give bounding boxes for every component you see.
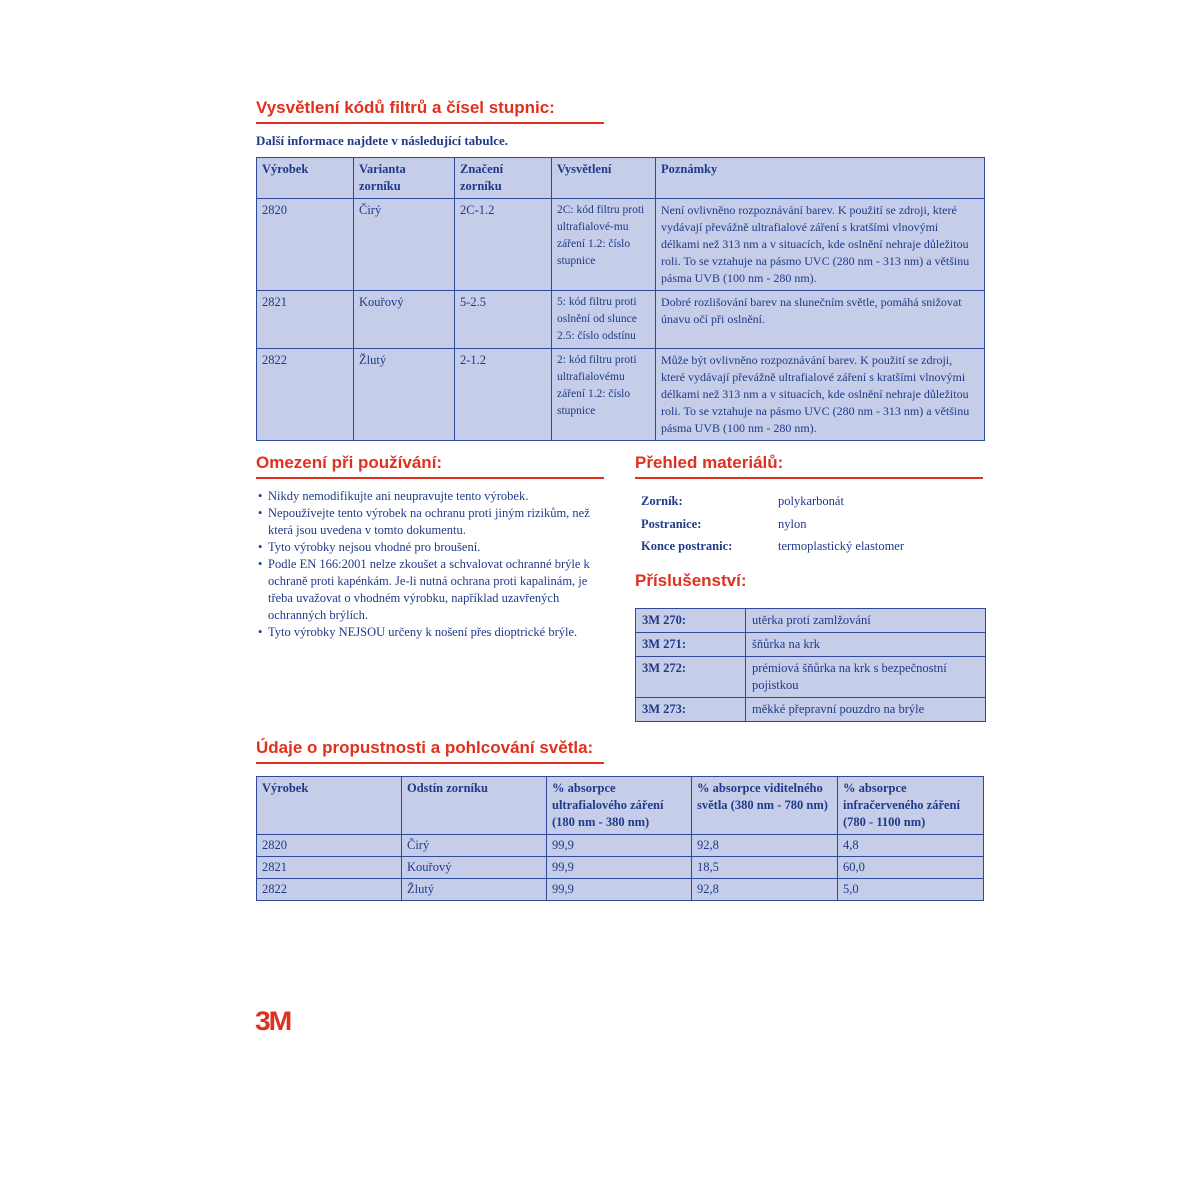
column-header: Vysvětlení <box>552 158 656 199</box>
material-value: termoplastický elastomer <box>778 539 905 553</box>
product-cell: 2820 <box>257 199 354 291</box>
material-key: Zorník: <box>641 494 683 508</box>
product-cell: 2822 <box>257 879 402 901</box>
table-row <box>636 657 986 698</box>
explanation-cell: 5: kód filtru proti oslnění od slunce 2.5: číslo odstínu <box>552 291 656 349</box>
3m-logo: 3M <box>255 1006 291 1036</box>
ir-cell: 60,0 <box>838 857 984 879</box>
accessories-heading: Příslušenství: <box>635 571 747 590</box>
filter-codes-heading: Vysvětlení kódů filtrů a čísel stupnic: <box>256 98 604 124</box>
tint-cell: Žlutý <box>402 879 547 901</box>
column-header: % absorpce viditelného světla (380 nm - 780 nm) <box>692 777 838 835</box>
notes-cell: Může být ovlivněno rozpoznávání barev. K použití se zdroji, které vydávají převážně ultrafialové záření s kratšími vlnovými délkami než 313 nm a v situacích, kde oslnění nehraje důležitou roli. To se vztahuje na pásmo UVC (280 nm - 313 nm) a většinu pásma UVB (100 nm - 280 nm). <box>656 349 985 441</box>
table-row <box>257 835 984 857</box>
list-item: • Podle EN 166:2001 nelze zkoušet a schvalovat ochranné brýle k ochraně proti kapénkám. Je-li nutná ochrana proti kapalinám, je třeba uvažovat o vhodném výrobku, například uzavřených ochranných brýlích. <box>256 556 606 624</box>
accessory-code: 3M 272: <box>636 657 746 698</box>
limits-heading: Omezení při používání: <box>256 453 604 479</box>
product-cell: 2821 <box>257 857 402 879</box>
column-header: Odstín zorníku <box>402 777 547 835</box>
column-header: Výrobek <box>257 777 402 835</box>
column-header: Značení zorníku <box>455 158 552 199</box>
list-item: • Tyto výrobky NEJSOU určeny k nošení přes dioptrické brýle. <box>256 624 606 641</box>
column-header: % absorpce ultrafialového záření (180 nm - 380 nm) <box>547 777 692 835</box>
accessory-description: utěrka proti zamlžování <box>746 609 986 633</box>
table-row <box>636 633 986 657</box>
list-item: • Tyto výrobky nejsou vhodné pro broušení. <box>256 539 606 556</box>
filter-codes-table <box>256 157 985 441</box>
product-cell: 2822 <box>257 349 354 441</box>
explanation-cell: 2: kód filtru proti ultrafialovému záření 1.2: číslo stupnice <box>552 349 656 441</box>
notes-cell: Není ovlivněno rozpoznávání barev. K použití se zdroji, které vydávají převážně ultrafialové záření s kratšími vlnovými délkami než 313 nm a v situacích, kde oslnění nehraje důležitou roli. To se vztahuje na pásmo UVC (280 nm - 313 nm) a většinu pásma UVB (100 nm - 280 nm). <box>656 199 985 291</box>
table-row <box>257 349 985 441</box>
accessory-description: prémiová šňůrka na krk s bezpečnostní pojistkou <box>746 657 986 698</box>
notes-cell: Dobré rozlišování barev na slunečním světle, pomáhá snižovat únavu očí při oslnění. <box>656 291 985 349</box>
table-row <box>636 609 986 633</box>
column-header: % absorpce infračerveného záření (780 - 1100 nm) <box>838 777 984 835</box>
product-cell: 2821 <box>257 291 354 349</box>
marking-cell: 5-2.5 <box>455 291 552 349</box>
accessory-code: 3M 273: <box>636 698 746 722</box>
material-value: nylon <box>778 516 807 531</box>
visible-cell: 92,8 <box>692 879 838 901</box>
variant-cell: Žlutý <box>354 349 455 441</box>
marking-cell: 2-1.2 <box>455 349 552 441</box>
visible-cell: 18,5 <box>692 857 838 879</box>
marking-cell: 2C-1.2 <box>455 199 552 291</box>
product-cell: 2820 <box>257 835 402 857</box>
accessory-code: 3M 270: <box>636 609 746 633</box>
tint-cell: Čirý <box>402 835 547 857</box>
table-row <box>257 879 984 901</box>
variant-cell: Čirý <box>354 199 455 291</box>
column-header: Výrobek <box>257 158 354 199</box>
table-row <box>636 698 986 722</box>
materials-heading: Přehled materiálů: <box>635 453 983 479</box>
limits-list <box>256 488 606 641</box>
ir-cell: 4,8 <box>838 835 984 857</box>
material-key: Konce postranic: <box>641 539 733 553</box>
material-key: Postranice: <box>641 516 702 531</box>
filter-codes-subtitle: Další informace najdete v následující tabulce. <box>256 133 509 148</box>
material-value: polykarbonát <box>778 494 844 508</box>
uv-cell: 99,9 <box>547 857 692 879</box>
uv-cell: 99,9 <box>547 835 692 857</box>
table-row <box>257 199 985 291</box>
list-item: • Nikdy nemodifikujte ani neupravujte tento výrobek. <box>256 488 606 505</box>
uv-cell: 99,9 <box>547 879 692 901</box>
accessories-table <box>635 608 986 722</box>
variant-cell: Kouřový <box>354 291 455 349</box>
transmission-heading: Údaje o propustnosti a pohlcování světla: <box>256 738 604 764</box>
ir-cell: 5,0 <box>838 879 984 901</box>
list-item: • Nepoužívejte tento výrobek na ochranu proti jiným rizikům, než která jsou uvedena v tomto dokumentu. <box>256 505 606 539</box>
tint-cell: Kouřový <box>402 857 547 879</box>
table-row <box>257 857 984 879</box>
table-row <box>257 291 985 349</box>
accessory-description: šňůrka na krk <box>746 633 986 657</box>
visible-cell: 92,8 <box>692 835 838 857</box>
accessory-code: 3M 271: <box>636 633 746 657</box>
explanation-cell: 2C: kód filtru proti ultrafialové-mu záření 1.2: číslo stupnice <box>552 199 656 291</box>
column-header: Poznámky <box>656 158 985 199</box>
transmission-table <box>256 776 984 901</box>
column-header: Varianta zorníku <box>354 158 455 199</box>
accessory-description: měkké přepravní pouzdro na brýle <box>746 698 986 722</box>
